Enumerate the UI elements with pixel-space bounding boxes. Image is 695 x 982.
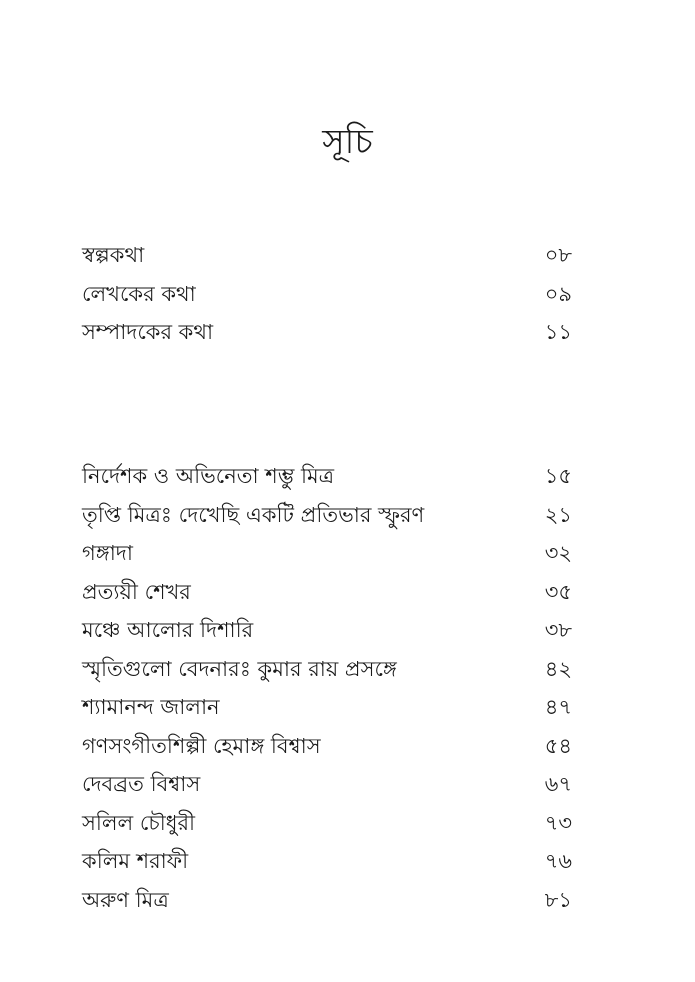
toc-entry: [82, 688, 572, 727]
toc-entry-title: গণসংগীতশিল্পী হেমাঙ্গ বিশ্বাস: [82, 733, 321, 758]
toc-entry-title: সলিল চৌধুরী: [82, 810, 196, 835]
toc-entry-title: নির্দেশক ও অভিনেতা শম্ভু মিত্র: [82, 464, 335, 488]
toc-entry: [82, 765, 572, 804]
toc-entry-page: ৩৮: [544, 618, 572, 642]
toc-entry-page: ৪৭: [544, 695, 572, 719]
toc-entry-title: গঙ্গাদা: [82, 541, 133, 565]
toc-entry-page: ৪২: [544, 656, 572, 681]
toc-entry-page: ০৯: [544, 281, 572, 306]
toc-entry-title: স্বল্পকথা: [82, 243, 145, 267]
toc-entry-page: ৩২: [544, 541, 572, 565]
toc-entry-title: কলিম শরাফী: [82, 849, 189, 873]
toc-entry-title: শ্যামানন্দ জালান: [82, 695, 220, 719]
toc-entry-page: ৭৩: [544, 810, 572, 835]
toc-entry: [82, 727, 572, 766]
toc-entry-page: ২১: [544, 502, 572, 527]
toc-entry: [82, 313, 572, 352]
toc-entry: [82, 804, 572, 843]
toc-entry: [82, 275, 572, 314]
toc-chapters: [82, 457, 572, 919]
toc-entry-title: স্মৃতিগুলো বেদনারঃ কুমার রায় প্রসঙ্গে: [82, 656, 397, 681]
toc-entry-page: ০৮: [544, 243, 572, 267]
toc-entry-title: অরুণ মিত্র: [82, 887, 169, 912]
toc-entry: [82, 496, 572, 535]
toc-entry: [82, 611, 572, 650]
toc-entry: [82, 842, 572, 881]
page-title: সূচি: [322, 122, 373, 162]
toc-entry-title: সম্পাদকের কথা: [82, 320, 214, 344]
toc-front-matter: [82, 236, 572, 352]
toc-entry-page: ১১: [544, 320, 572, 344]
toc-entry-page: ৫৪: [544, 733, 572, 758]
toc-entry-page: ৬৭: [544, 772, 572, 796]
toc-entry-page: ৮১: [544, 887, 572, 912]
toc-entry-title: তৃপ্তি মিত্রঃ দেখেছি একটি প্রতিভার স্ফুরণ: [82, 502, 425, 527]
toc-entry: [82, 881, 572, 920]
toc-entry: [82, 457, 572, 496]
toc-entry-title: লেখকের কথা: [82, 281, 196, 306]
toc-entry-page: ১৫: [544, 464, 572, 488]
toc-entry-page: ৭৬: [544, 849, 572, 873]
toc-entry-title: প্রত্যয়ী শেখর: [82, 579, 191, 604]
toc-entry: [82, 534, 572, 573]
toc-entry-page: ৩৫: [544, 579, 572, 604]
toc-entry: [82, 236, 572, 275]
toc-entry: [82, 573, 572, 612]
toc-entry-title: দেবব্রত বিশ্বাস: [82, 772, 201, 796]
toc-entry-title: মঞ্চে আলোর দিশারি: [82, 618, 254, 642]
toc-entry: [82, 650, 572, 689]
